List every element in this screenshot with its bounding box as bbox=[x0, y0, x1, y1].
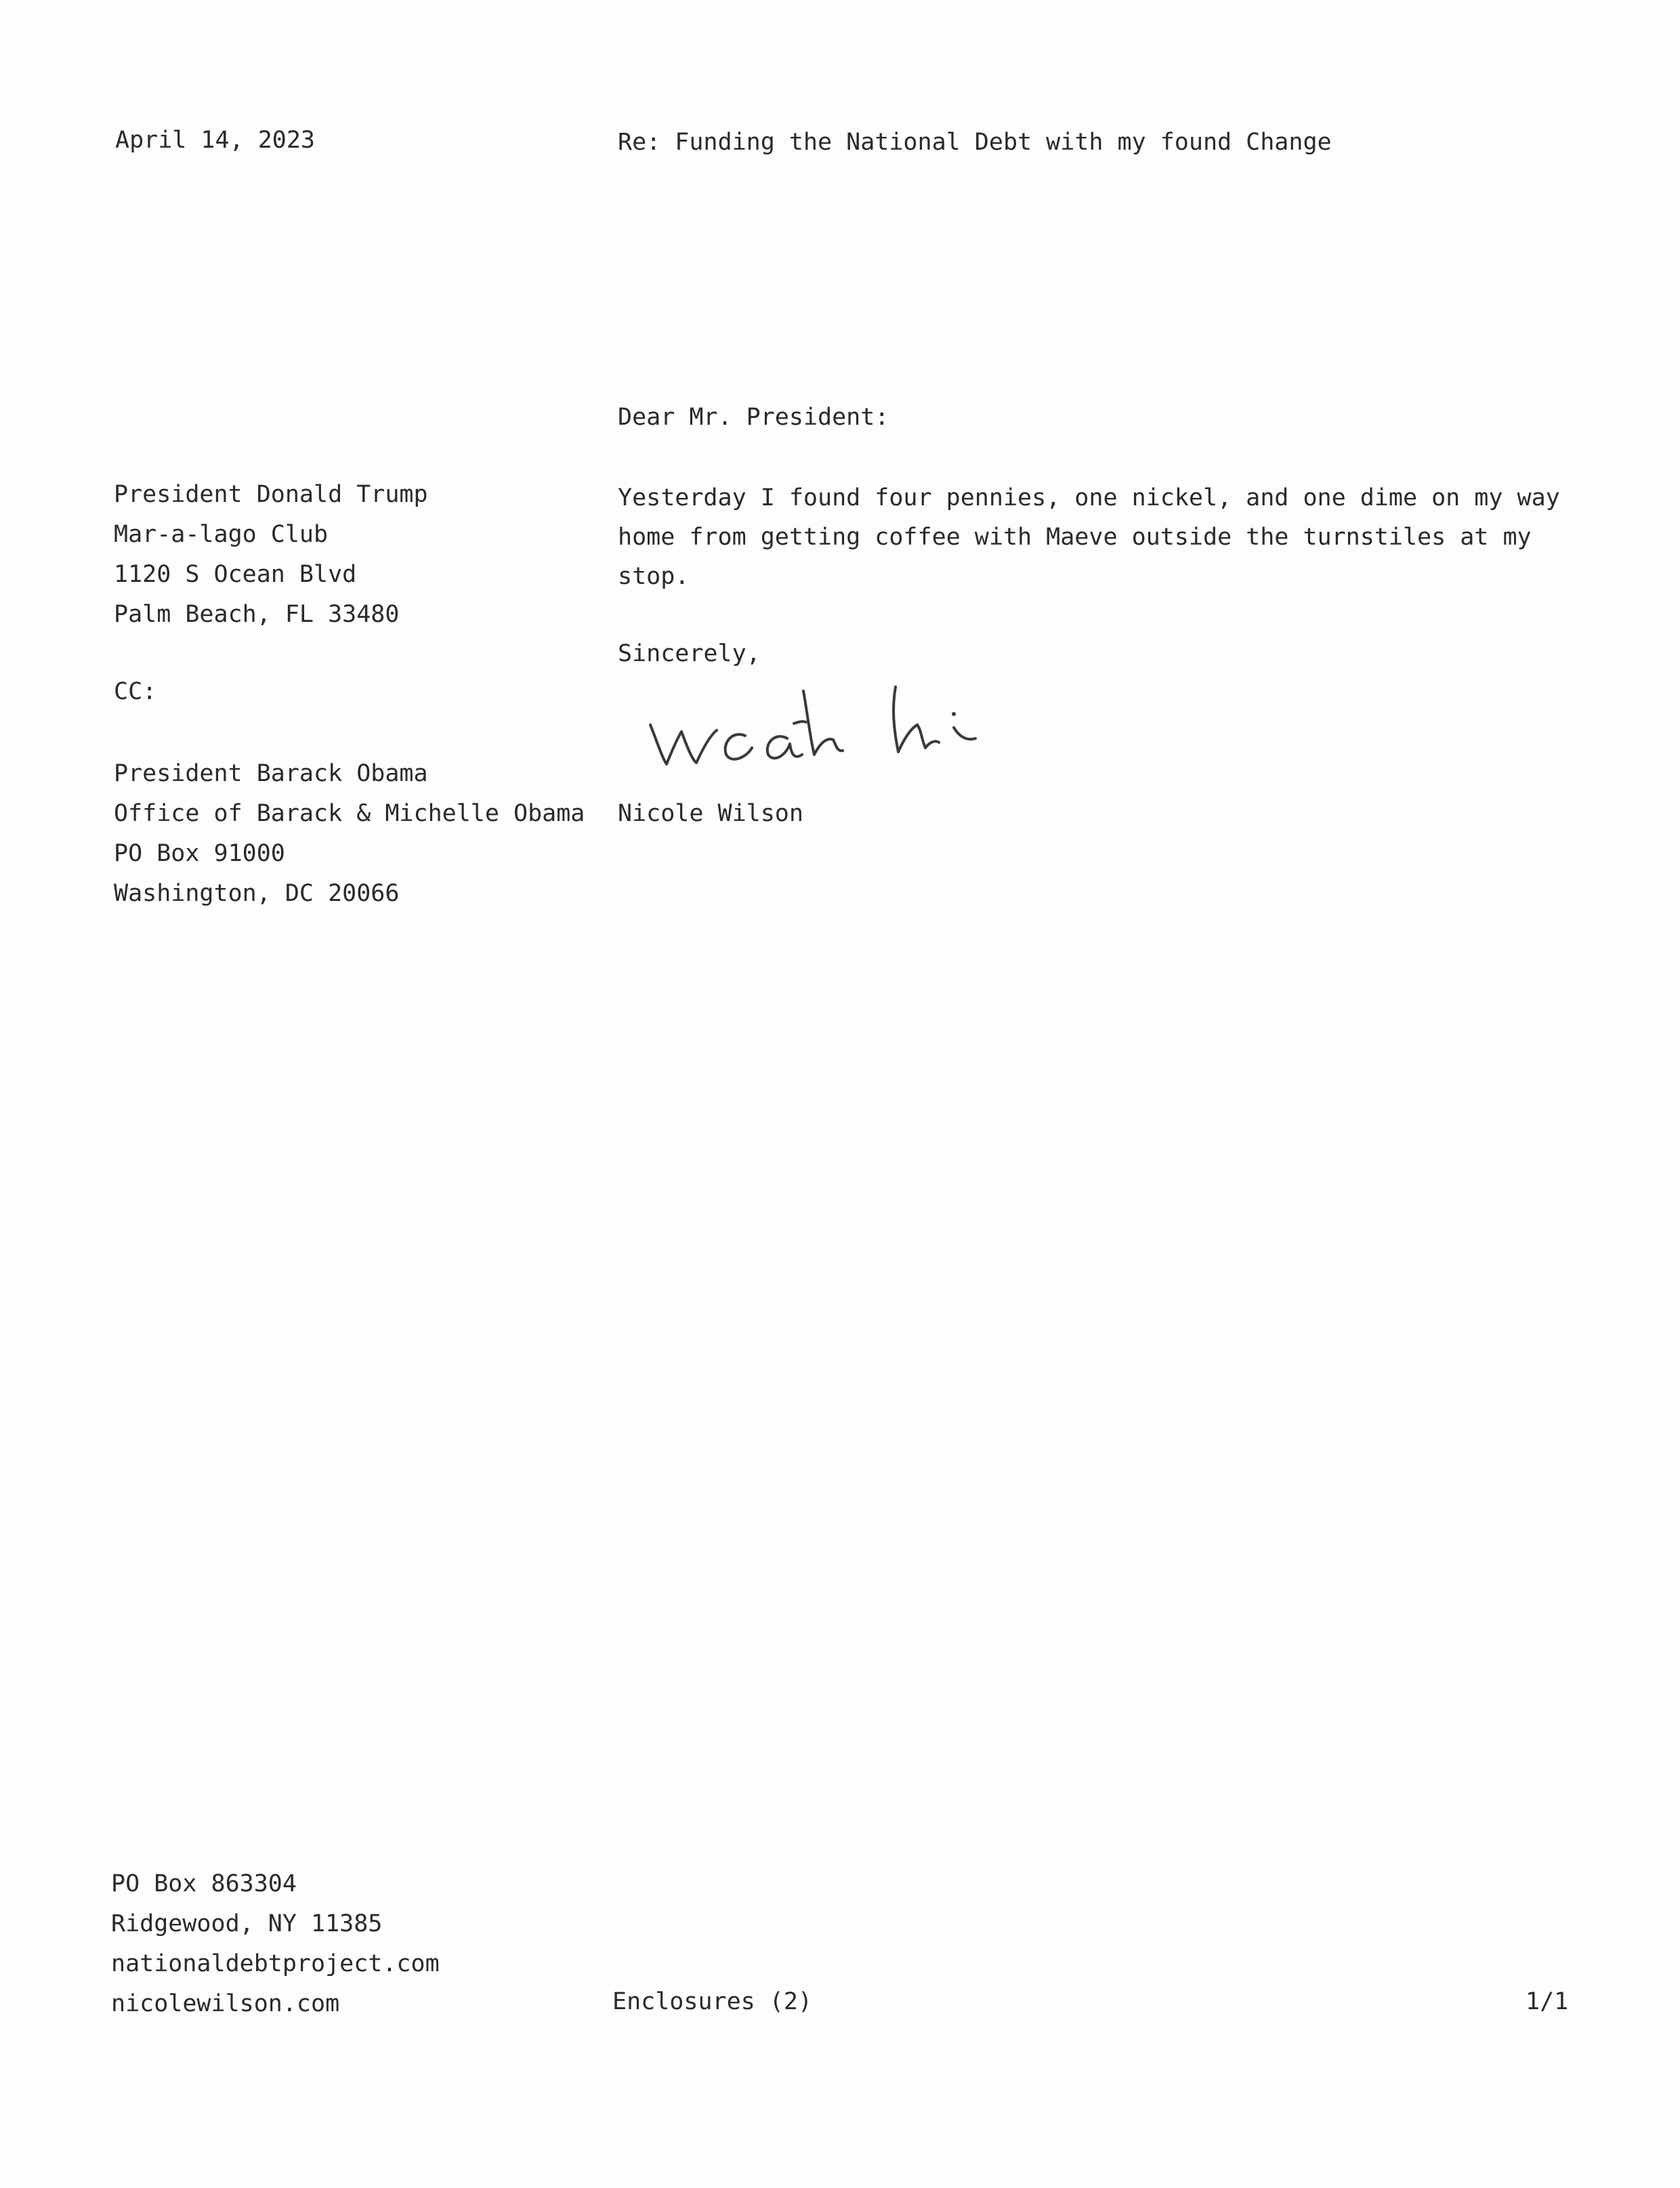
letter-body: Yesterday I found four pennies, one nickel, and one dime on my way home from getting coffee with Maeve outside the turnstiles at my stop. bbox=[618, 484, 1560, 590]
sender-address bbox=[111, 1864, 440, 2024]
handwritten-signature bbox=[637, 677, 1003, 793]
sender-line: Ridgewood, NY 11385 bbox=[111, 1910, 383, 1937]
sender-line: PO Box 863304 bbox=[111, 1870, 297, 1897]
salutation: Dear Mr. President: bbox=[618, 404, 889, 431]
cc-address bbox=[114, 754, 585, 914]
recipient-line: Palm Beach, FL 33480 bbox=[114, 601, 400, 628]
recipient-address bbox=[114, 475, 428, 635]
cc-label: CC: bbox=[114, 678, 157, 705]
cc-line: PO Box 91000 bbox=[114, 840, 285, 867]
cc-line: Washington, DC 20066 bbox=[114, 880, 400, 907]
cc-line: Office of Barack & Michelle Obama bbox=[114, 800, 585, 827]
sender-website: nationaldebtproject.com bbox=[111, 1950, 440, 1977]
letter-date: April 14, 2023 bbox=[115, 127, 316, 154]
recipient-line: President Donald Trump bbox=[114, 481, 428, 508]
cc-line: President Barack Obama bbox=[114, 760, 428, 787]
enclosures-note: Enclosures (2) bbox=[612, 1988, 813, 2015]
page-number: 1/1 bbox=[1526, 1988, 1569, 2015]
recipient-line: 1120 S Ocean Blvd bbox=[114, 561, 357, 588]
closing: Sincerely, bbox=[618, 640, 761, 667]
recipient-line: Mar-a-lago Club bbox=[114, 521, 329, 548]
signer-name: Nicole Wilson bbox=[618, 800, 803, 827]
sender-website: nicolewilson.com bbox=[111, 1990, 340, 2017]
subject-line: Re: Funding the National Debt with my found Change bbox=[618, 129, 1332, 156]
